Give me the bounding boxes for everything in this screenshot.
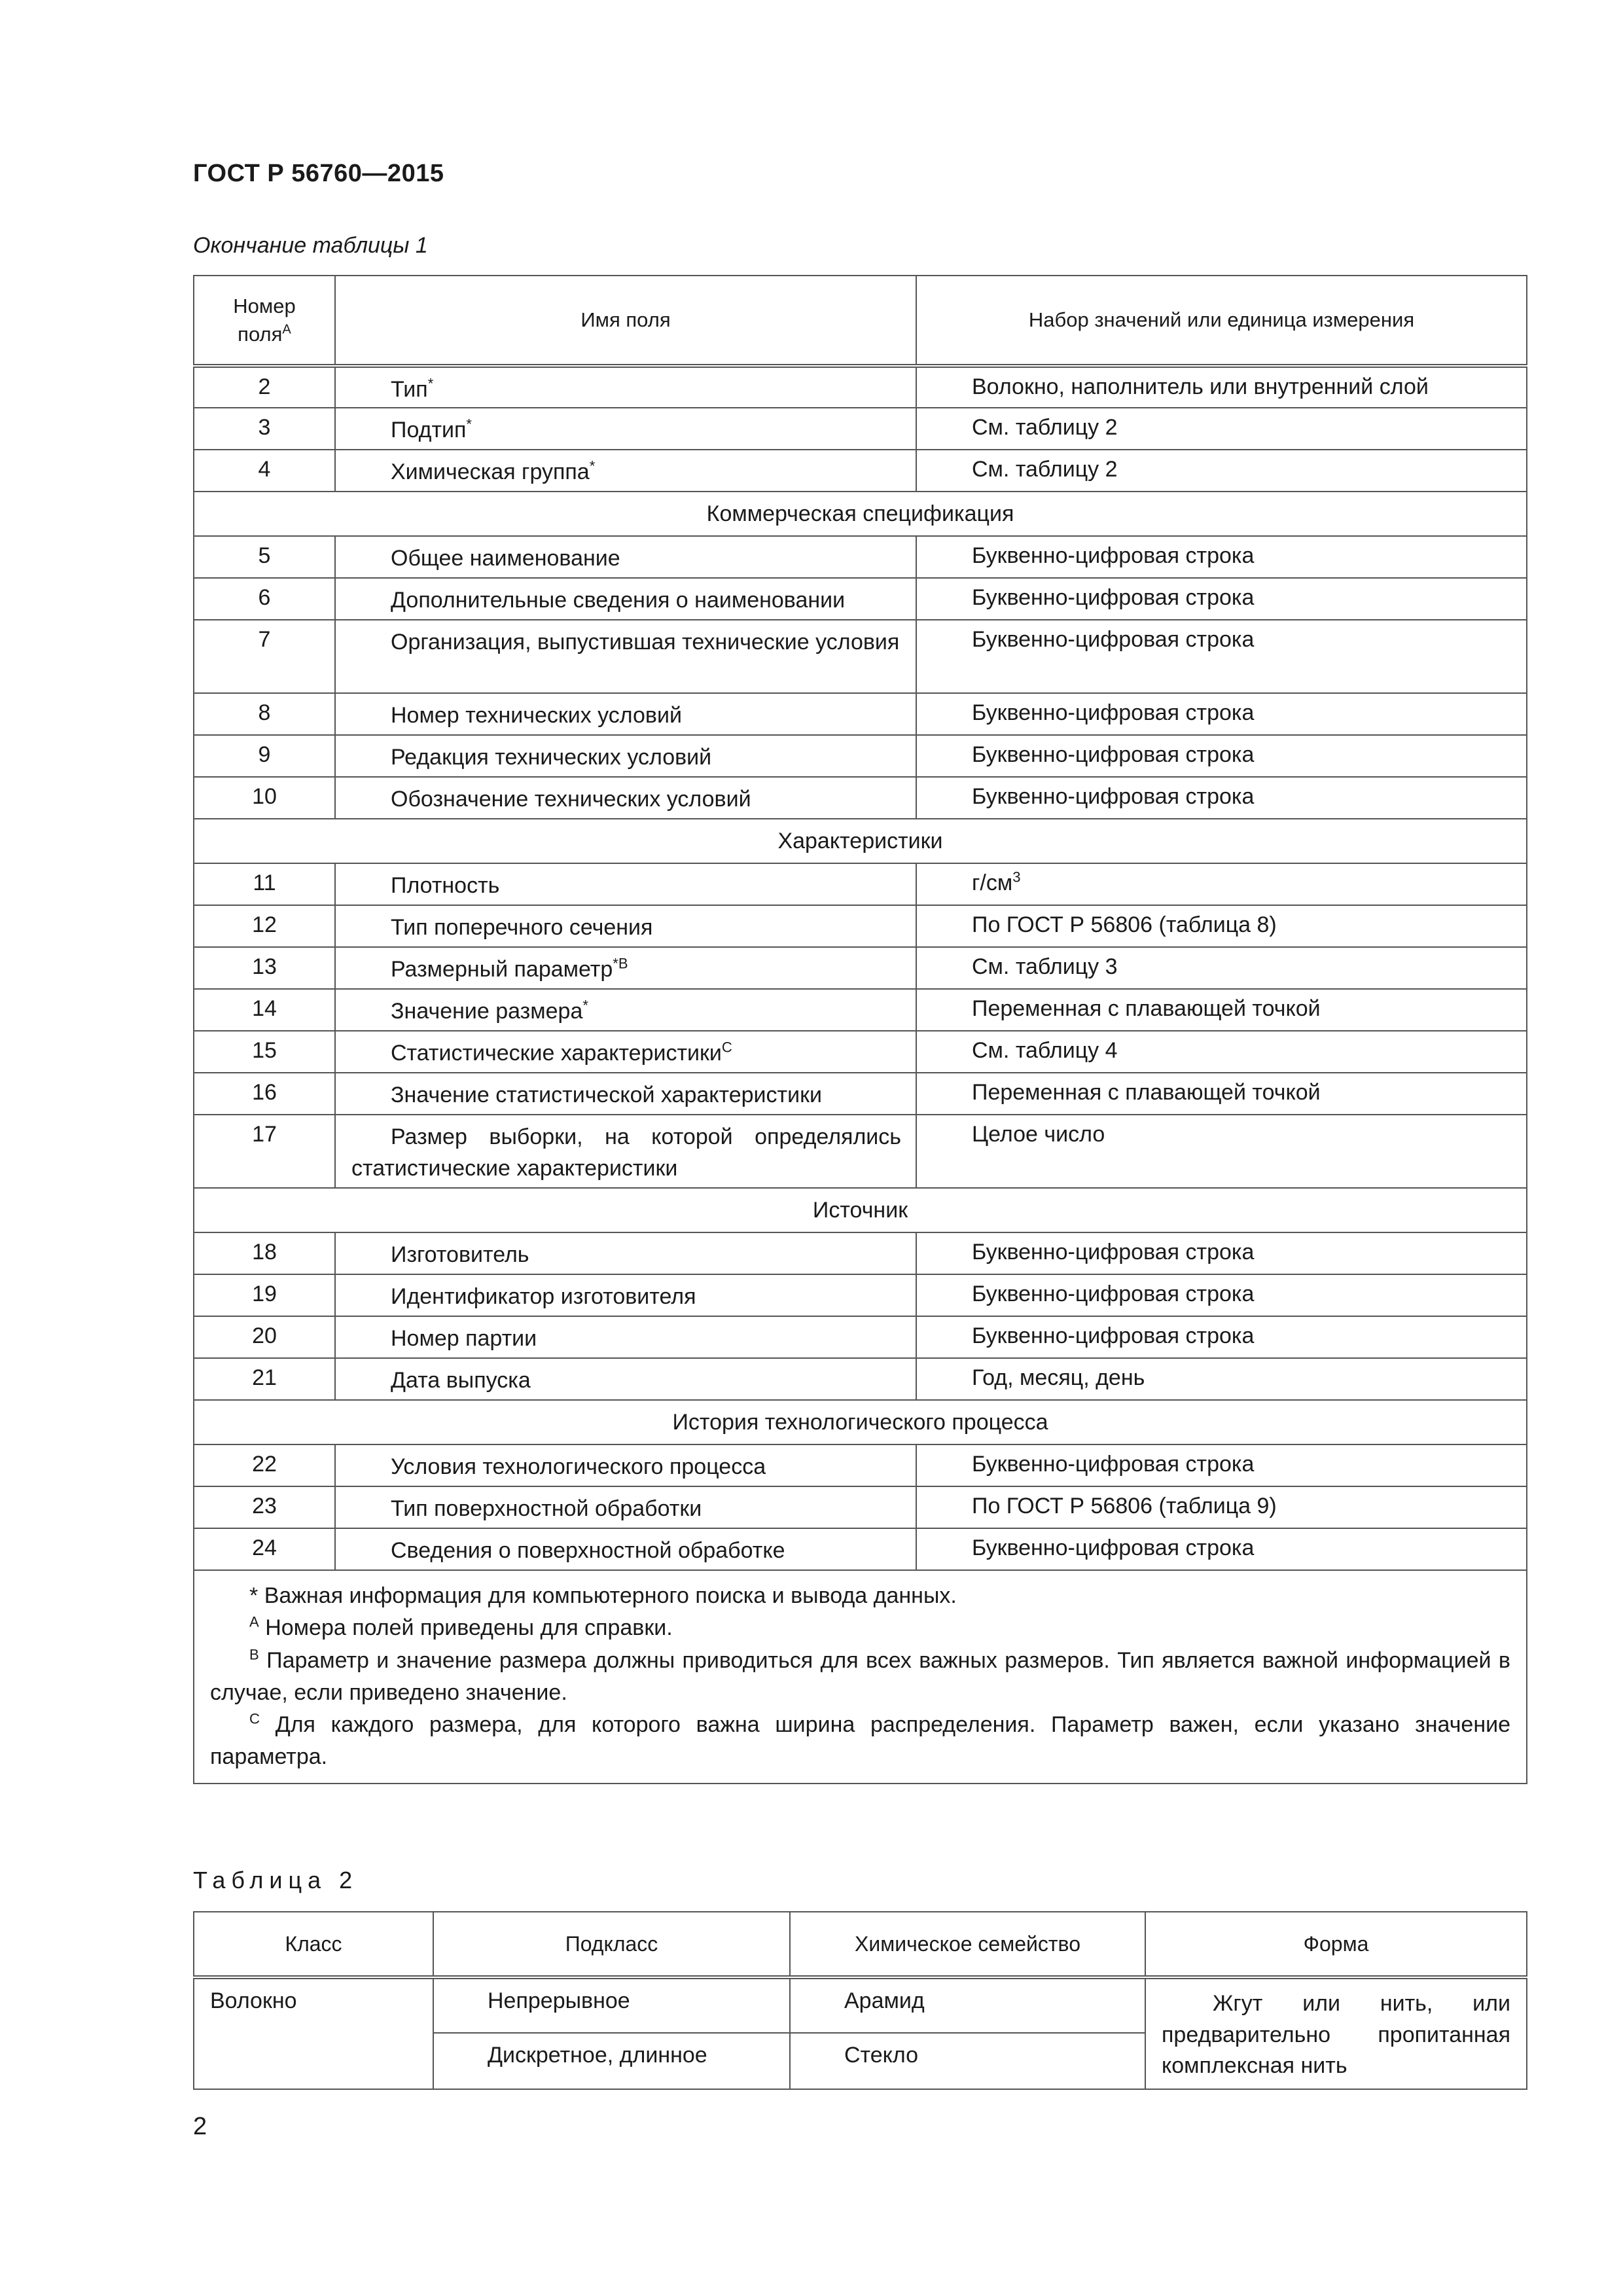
field-name: Размер выборки, на которой определялись статистические характеристики (335, 1115, 916, 1188)
field-number: 22 (194, 1444, 335, 1486)
table-row (194, 989, 1527, 1031)
section-row (194, 492, 1527, 536)
field-name: Номер технических условий (335, 693, 916, 735)
table-row (194, 863, 1527, 905)
table-row (194, 1316, 1527, 1358)
table-row (194, 1115, 1527, 1188)
field-value: См. таблицу 3 (916, 947, 1527, 989)
field-name: Размерный параметр$^{*B}$ (335, 947, 916, 989)
subclass-cell: Непрерывное (433, 1977, 790, 2033)
table1-notes-row (194, 1570, 1527, 1784)
table-row (194, 408, 1527, 450)
footnote-mark: A (249, 1613, 259, 1630)
field-name: Номер партии (335, 1316, 916, 1358)
field-number: 15 (194, 1031, 335, 1073)
field-number: 4 (194, 450, 335, 492)
field-number: 13 (194, 947, 335, 989)
table-row (194, 536, 1527, 578)
field-value: Буквенно-цифровая строка (916, 777, 1527, 819)
field-value: См. таблицу 2 (916, 450, 1527, 492)
field-value: $г/см^3$ (916, 863, 1527, 905)
field-number: 21 (194, 1358, 335, 1400)
table-row (194, 693, 1527, 735)
table-row (194, 450, 1527, 492)
table2-header-row (194, 1912, 1527, 1977)
section-label: Коммерческая спецификация (194, 492, 1527, 536)
table1 (193, 275, 1527, 1784)
field-value: Буквенно-цифровая строка (916, 1274, 1527, 1316)
field-name-sup: * (589, 457, 596, 475)
field-name: Сведения о поверхностной обработке (335, 1528, 916, 1570)
field-name: Общее наименование (335, 536, 916, 578)
field-name-sup: * (466, 416, 473, 433)
footnote (210, 1580, 1510, 1612)
field-number: 20 (194, 1316, 335, 1358)
footnote (210, 1612, 1510, 1644)
field-value: Буквенно-цифровая строка (916, 536, 1527, 578)
field-number: 23 (194, 1486, 335, 1528)
section-label: Источник (194, 1188, 1527, 1232)
field-name: Организация, выпустившая технические условия (335, 620, 916, 693)
footnote (210, 1709, 1510, 1774)
footnote-text: Для каждого размера, для которого важна ширина распределения. Параметр важен, если указано значение параметра. (210, 1712, 1510, 1770)
field-value: См. таблицу 4 (916, 1031, 1527, 1073)
table1-notes (194, 1570, 1527, 1784)
field-value: Буквенно-цифровая строка (916, 1528, 1527, 1570)
field-name-sup: *B (613, 955, 628, 972)
field-name-sup: * (582, 997, 588, 1014)
field-number: 17 (194, 1115, 335, 1188)
section-label: Характеристики (194, 819, 1527, 863)
field-number: 16 (194, 1073, 335, 1115)
footnote-mark: B (249, 1646, 259, 1663)
field-number: 19 (194, 1274, 335, 1316)
field-name: Тип поперечного сечения (335, 905, 916, 947)
field-value: См. таблицу 2 (916, 408, 1527, 450)
field-name: Идентификатор изготовителя (335, 1274, 916, 1316)
field-number: 2 (194, 366, 335, 408)
class-cell: Волокно (194, 1977, 433, 2089)
field-name: Значение статистической характеристики (335, 1073, 916, 1115)
field-name-sup: * (427, 375, 434, 392)
field-name: Дополнительные сведения о наименовании (335, 578, 916, 620)
field-name: Химическая группа* (335, 450, 916, 492)
form-cell: Жгут или нить, или предварительно пропитанная комплексная нить (1145, 1977, 1527, 2089)
footnote (210, 1645, 1510, 1710)
field-value: Буквенно-цифровая строка (916, 620, 1527, 693)
field-name: Тип поверхностной обработки (335, 1486, 916, 1528)
col-header-name: Имя поля (335, 276, 916, 366)
field-value: Буквенно-цифровая строка (916, 1232, 1527, 1274)
col-header-class: Класс (194, 1912, 433, 1977)
table-row (194, 620, 1527, 693)
field-value: Волокно, наполнитель или внутренний слой (916, 366, 1527, 408)
col-header-num-sup: A (282, 322, 291, 337)
table-row (194, 1073, 1527, 1115)
field-name: Подтип* (335, 408, 916, 450)
document-header: ГОСТ Р 56760—2015 (193, 160, 444, 187)
field-value: По ГОСТ Р 56806 (таблица 8) (916, 905, 1527, 947)
table-row (194, 1444, 1527, 1486)
field-name-sup: C (721, 1039, 732, 1056)
col-header-num: Номер поля$^A$ (194, 276, 335, 366)
field-number: 12 (194, 905, 335, 947)
field-number: 3 (194, 408, 335, 450)
table-row (194, 578, 1527, 620)
field-number: 6 (194, 578, 335, 620)
subclass-cell: Дискретное, длинное (433, 2033, 790, 2089)
table2-caption: Таблица 2 (193, 1867, 359, 1893)
field-value: Буквенно-цифровая строка (916, 1316, 1527, 1358)
field-name: Изготовитель (335, 1232, 916, 1274)
section-row (194, 819, 1527, 863)
field-value: Переменная с плавающей точкой (916, 1073, 1527, 1115)
field-value: Переменная с плавающей точкой (916, 989, 1527, 1031)
table-row (194, 905, 1527, 947)
field-name: Значение размера* (335, 989, 916, 1031)
field-name: Тип* (335, 366, 916, 408)
table-row (194, 1358, 1527, 1400)
table-row (194, 735, 1527, 777)
field-number: 18 (194, 1232, 335, 1274)
footnote-text: Номера полей приведены для справки. (265, 1615, 673, 1641)
field-number: 11 (194, 863, 335, 905)
table-row (194, 366, 1527, 408)
field-number: 9 (194, 735, 335, 777)
table-row (194, 1232, 1527, 1274)
family-cell: Стекло (790, 2033, 1145, 2089)
field-number: 8 (194, 693, 335, 735)
footnote-text: Важная информация для компьютерного поиска и вывода данных. (264, 1583, 957, 1608)
field-name: Статистические характеристики$^C$ (335, 1031, 916, 1073)
footnote-text: Параметр и значение размера должны приводиться для всех важных размеров. Тип является важной информацией в случае, если приведено значение. (210, 1647, 1510, 1705)
section-row (194, 1400, 1527, 1444)
table1-header-row (194, 276, 1527, 366)
col-header-form: Форма (1145, 1912, 1527, 1977)
field-number: 5 (194, 536, 335, 578)
field-value: Буквенно-цифровая строка (916, 1444, 1527, 1486)
table-row (194, 1528, 1527, 1570)
page-number: 2 (193, 2113, 207, 2140)
field-value: Год, месяц, день (916, 1358, 1527, 1400)
field-value: Буквенно-цифровая строка (916, 578, 1527, 620)
table-row (194, 1977, 1527, 2033)
field-name: Плотность (335, 863, 916, 905)
col-header-subclass: Подкласс (433, 1912, 790, 1977)
field-name: Дата выпуска (335, 1358, 916, 1400)
table1-caption: Окончание таблицы 1 (193, 233, 428, 258)
table-row (194, 1274, 1527, 1316)
field-value-sup: 3 (1012, 869, 1021, 886)
table-row (194, 1486, 1527, 1528)
footnote-mark: * (249, 1583, 264, 1608)
table2 (193, 1911, 1527, 2090)
field-number: 10 (194, 777, 335, 819)
table-row (194, 777, 1527, 819)
field-value: Целое число (916, 1115, 1527, 1188)
table-row (194, 947, 1527, 989)
field-value: По ГОСТ Р 56806 (таблица 9) (916, 1486, 1527, 1528)
field-number: 24 (194, 1528, 335, 1570)
section-label: История технологического процесса (194, 1400, 1527, 1444)
field-value: Буквенно-цифровая строка (916, 735, 1527, 777)
section-row (194, 1188, 1527, 1232)
table-row (194, 1031, 1527, 1073)
footnote-mark: C (249, 1710, 260, 1727)
field-value: Буквенно-цифровая строка (916, 693, 1527, 735)
col-header-value: Набор значений или единица измерения (916, 276, 1527, 366)
field-number: 14 (194, 989, 335, 1031)
field-name: Обозначение технических условий (335, 777, 916, 819)
field-name: Редакция технических условий (335, 735, 916, 777)
family-cell: Арамид (790, 1977, 1145, 2033)
field-name: Условия технологического процесса (335, 1444, 916, 1486)
field-number: 7 (194, 620, 335, 693)
col-header-family: Химическое семейство (790, 1912, 1145, 1977)
